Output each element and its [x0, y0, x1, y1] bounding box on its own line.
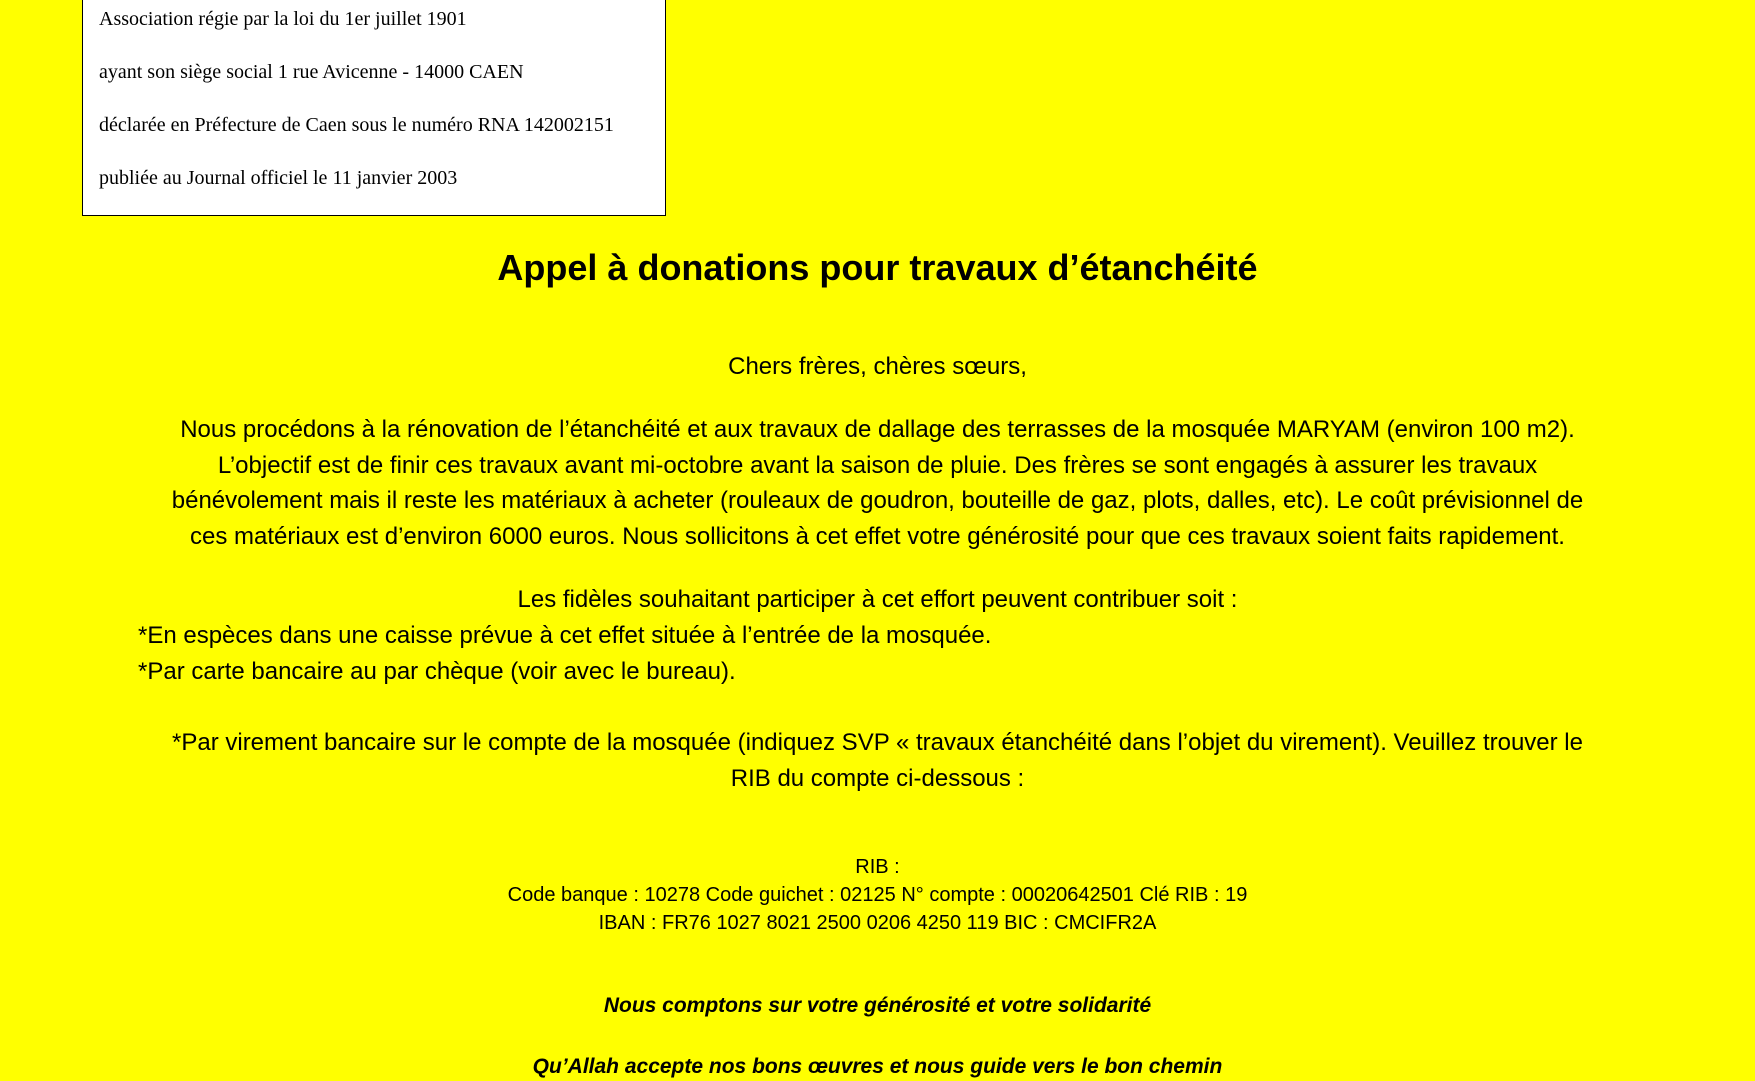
association-line-address: ayant son siège social 1 rue Avicenne - 14000 CAEN [99, 61, 524, 83]
association-line-law: Association régie par la loi du 1er juillet 1901 [99, 8, 467, 30]
contribution-transfer-line: *Par virement bancaire sur le compte de la mosquée (indiquez SVP « travaux étanchéité dans l’objet du virement). Veuillez trouver le [172, 729, 1583, 756]
closing-solidarity: Nous comptons sur votre générosité et votre solidarité [603, 994, 1152, 1017]
contribution-option-cash: *En espèces dans une caisse prévue à cet effet située à l’entrée de la mosquée. [138, 622, 992, 649]
body-line: ces matériaux est d’environ 6000 euros. Nous sollicitons à cet effet votre générosité pour que ces travaux soient faits rapidement. [190, 523, 1565, 550]
contribution-option-card: *Par carte bancaire au par chèque (voir avec le bureau). [138, 658, 736, 685]
association-line-rna: déclarée en Préfecture de Caen sous le numéro RNA 142002151 [99, 114, 614, 136]
association-info-box [82, 0, 666, 216]
closing-prayer: Qu’Allah accepte nos bons œuvres et nous guide vers le bon chemin [532, 1055, 1223, 1078]
association-line-journal: publiée au Journal officiel le 11 janvier 2003 [99, 167, 458, 189]
body-line: L’objectif est de finir ces travaux avant mi-octobre avant la saison de pluie. Des frères se sont engagés à assurer les travaux [217, 452, 1538, 479]
rib-label: RIB : [855, 856, 900, 878]
body-line: Nous procédons à la rénovation de l’étanchéité et aux travaux de dallage des terrasses de la mosquée MARYAM (environ 100 m2). [180, 416, 1575, 443]
body-line: bénévolement mais il reste les matériaux à acheter (rouleaux de goudron, bouteille de gaz, plots, dalles, etc). Le coût prévisionnel de [171, 487, 1584, 514]
greeting: Chers frères, chères sœurs, [728, 353, 1027, 380]
rib-iban: IBAN : FR76 1027 8021 2500 0206 4250 119 BIC : CMCIFR2A [598, 912, 1157, 934]
page-title: Appel à donations pour travaux d’étanchéité [497, 247, 1258, 288]
rib-codes: Code banque : 10278 Code guichet : 02125 N° compte : 00020642501 Clé RIB : 19 [507, 884, 1248, 906]
contribution-intro: Les fidèles souhaitant participer à cet effort peuvent contribuer soit : [517, 586, 1238, 613]
contribution-transfer-line: RIB du compte ci-dessous : [730, 765, 1025, 792]
